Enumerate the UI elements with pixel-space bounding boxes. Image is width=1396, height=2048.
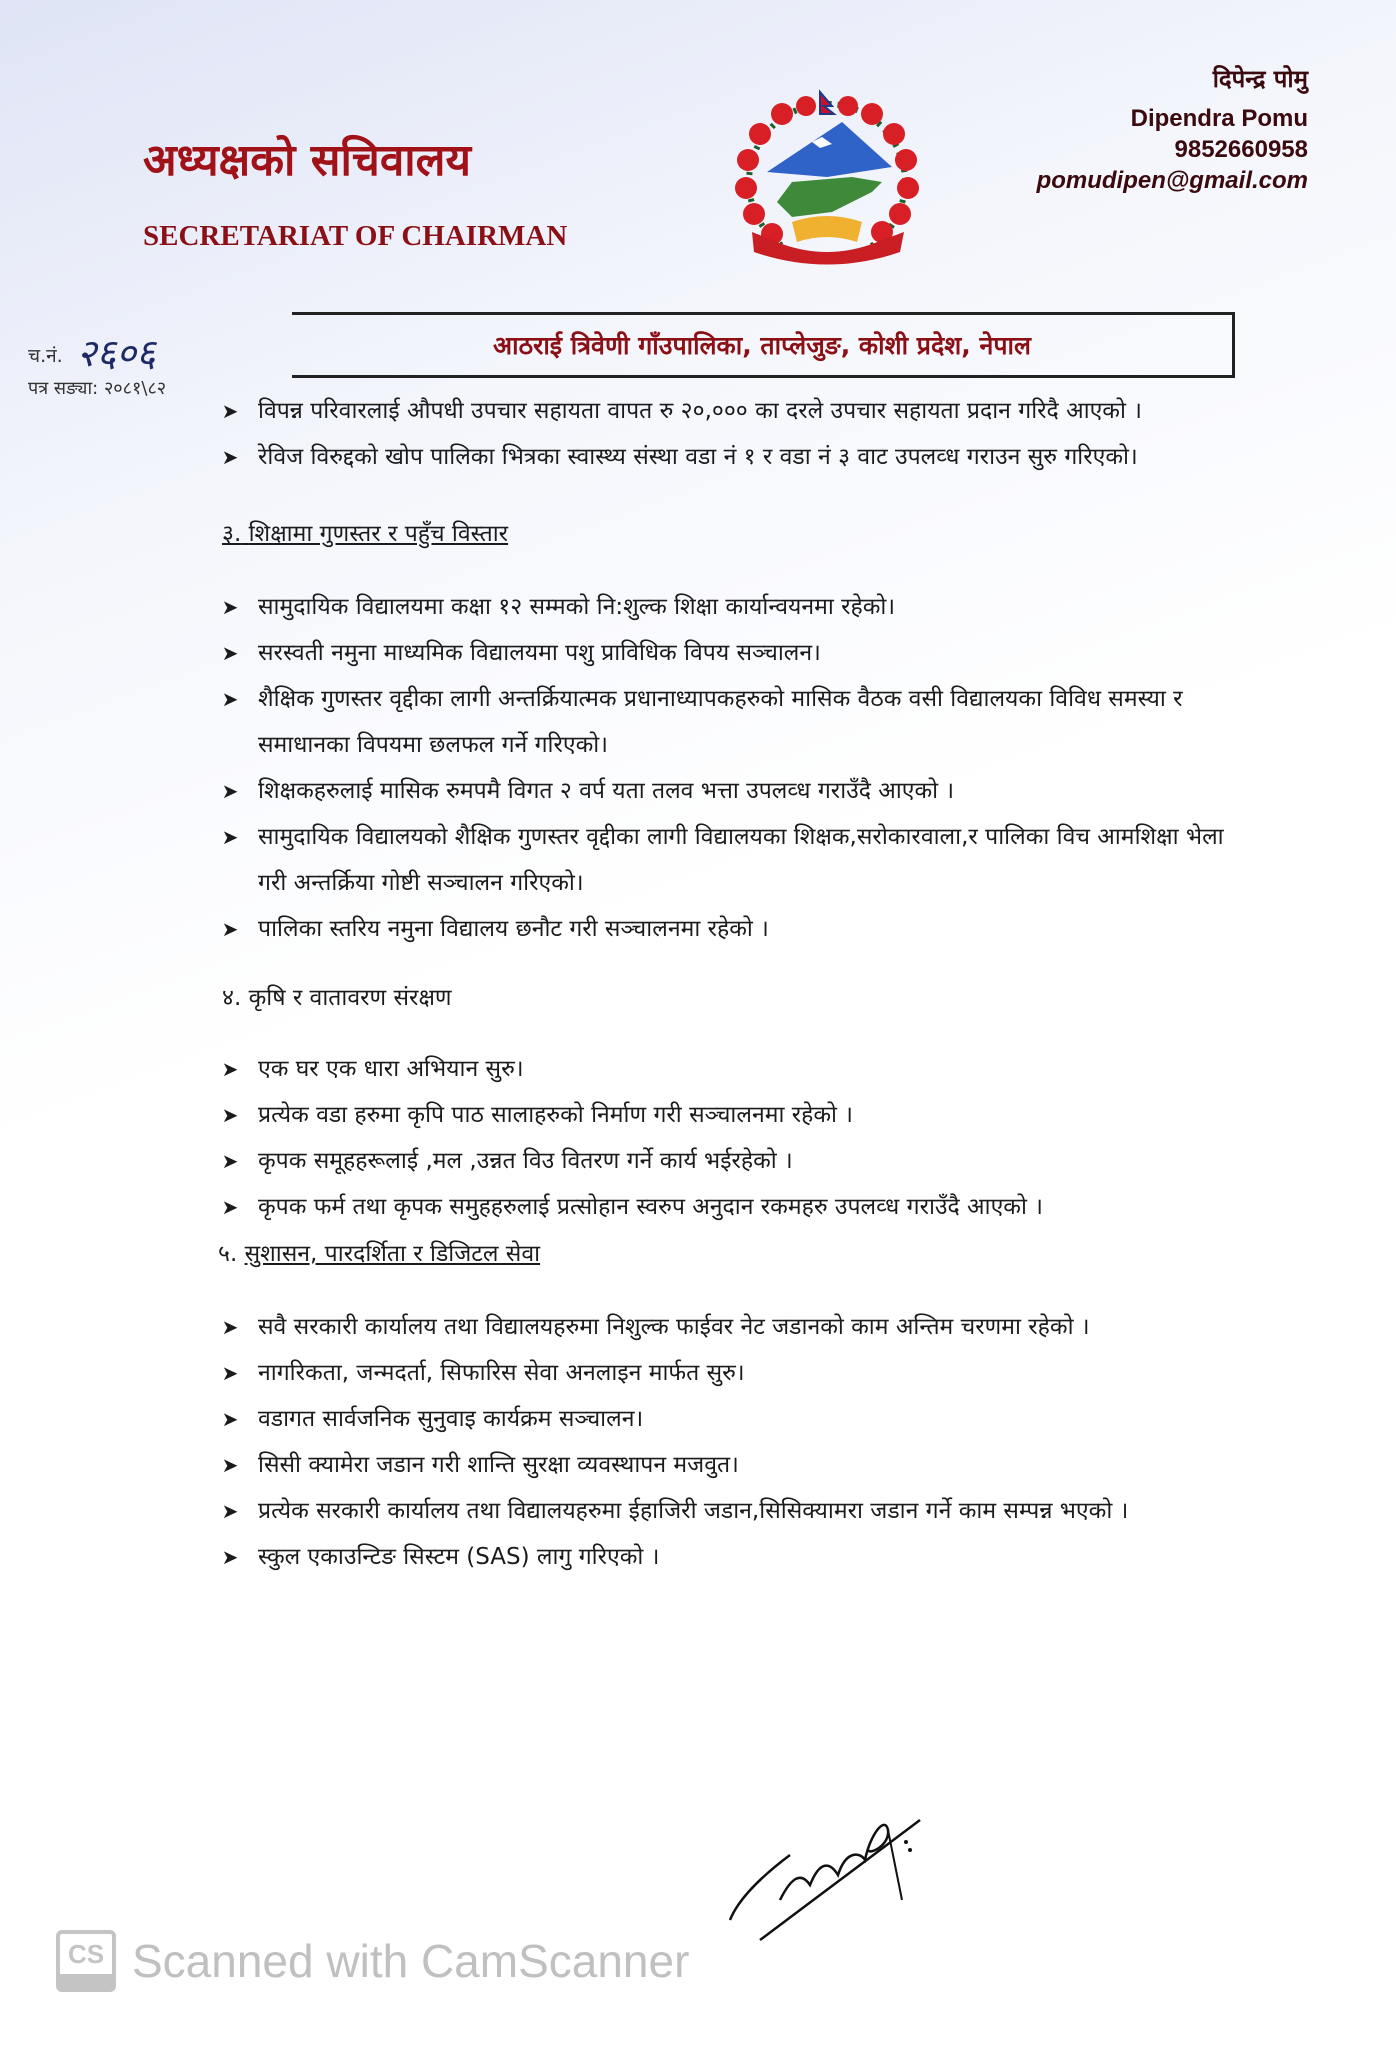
camscanner-text: Scanned with CamScanner [132, 1935, 690, 1987]
chairman-name-english: Dipendra Pomu [1130, 105, 1308, 132]
letter-number [28, 376, 166, 400]
letter-number-value: २०८१\८२ [103, 378, 167, 399]
arrowhead-bullet-icon: ➤ [221, 687, 239, 711]
list-item: ➤ शैक्षिक गुणस्तर वृद्दीका लागी अन्तर्क्रियात्मक प्रधानाध्यापकहरुको मासिक वैठक वसी विद्यालयका विविध समस्या र समाधानका विपयमा छलफल गर्ने गरिएको। [210, 676, 1250, 768]
section-list-agriculture [210, 1046, 1250, 1230]
list-item: ➤ प्रत्येक सरकारी कार्यालय तथा विद्यालयहरुमा ईहाजिरी जडान,सिसिक्यामरा जडान गर्ने काम सम्पन्न भएको । [210, 1488, 1250, 1534]
arrowhead-bullet-icon: ➤ [221, 1195, 239, 1219]
arrowhead-bullet-icon: ➤ [221, 1057, 239, 1081]
arrowhead-bullet-icon: ➤ [221, 399, 239, 423]
office-title-nepali: अध्यक्षको सचिवालय [143, 135, 472, 186]
arrowhead-bullet-icon: ➤ [221, 1361, 239, 1385]
arrowhead-bullet-icon: ➤ [221, 445, 239, 469]
list-item: ➤ सवै सरकारी कार्यालय तथा विद्यालयहरुमा निशुल्क फाईवर नेट जडानको काम अन्तिम चरणमा रहेको । [210, 1304, 1250, 1350]
arrowhead-bullet-icon: ➤ [221, 1103, 239, 1127]
chairman-contact [1037, 62, 1308, 196]
list-item: ➤ सिसी क्यामेरा जडान गरी शान्ति सुरक्षा व्यवस्थापन मजवुत। [210, 1442, 1250, 1488]
section-heading-education: ३. शिक्षामा गुणस्तर र पहुँच विस्तार [222, 521, 509, 547]
list-item: ➤ नागरिकता, जन्मदर्ता, सिफारिस सेवा अनलाइन मार्फत सुरु। [210, 1350, 1250, 1396]
dispatch-number-label: च.नं. [28, 345, 63, 367]
letter-number-label: पत्र सङ्या: [28, 378, 99, 399]
intro-list [210, 388, 1250, 480]
dispatch-number [28, 326, 156, 378]
chairman-phone: 9852660958 [1174, 136, 1308, 163]
arrowhead-bullet-icon: ➤ [221, 1499, 239, 1523]
list-item: ➤ कृपक फर्म तथा कृपक समुहहरुलाई प्रत्सोहान स्वरुप अनुदान रकमहरु उपलव्ध गराउँदै आएको । [210, 1184, 1250, 1230]
chairman-name-nepali: दिपेन्द्र पोमु [1212, 65, 1308, 93]
section-list-governance [210, 1304, 1250, 1580]
arrowhead-bullet-icon: ➤ [221, 779, 239, 803]
dispatch-number-value: २६०६ [76, 331, 156, 375]
arrowhead-bullet-icon: ➤ [221, 641, 239, 665]
section-heading-agriculture: ४. कृषि र वातावरण संरक्षण [222, 985, 452, 1011]
chairman-email: pomudipen@gmail.com [1036, 167, 1308, 194]
arrowhead-bullet-icon: ➤ [221, 1315, 239, 1339]
list-item: ➤ सरस्वती नमुना माध्यमिक विद्यालयमा पशु प्राविधिक विपय सञ्चालन। [210, 630, 1250, 676]
arrowhead-bullet-icon: ➤ [221, 825, 239, 849]
municipality-name: आठराई त्रिवेणी गाँउपालिका, ताप्लेजुङ, कोशी प्रदेश, नेपाल [493, 331, 1031, 360]
camscanner-logo-icon: CS [56, 1930, 116, 1992]
letter-body [210, 388, 1250, 1580]
office-title-english: SECRETARIAT OF CHAIRMAN [143, 220, 568, 252]
list-item: ➤ प्रत्येक वडा हरुमा कृपि पाठ सालाहरुको निर्माण गरी सञ्चालनमा रहेको । [210, 1092, 1250, 1138]
nepal-emblem-icon [722, 82, 932, 272]
list-item: ➤ वडागत सार्वजनिक सुनुवाइ कार्यक्रम सञ्चालन। [210, 1396, 1250, 1442]
arrowhead-bullet-icon: ➤ [221, 917, 239, 941]
list-item: ➤ विपन्न परिवारलाई औपधी उपचार सहायता वापत रु २०,००० का दरले उपचार सहायता प्रदान गरिदै आएको । [210, 388, 1250, 434]
camscanner-watermark [56, 1930, 689, 1992]
list-item: ➤ एक घर एक धारा अभियान सुरु। [210, 1046, 1250, 1092]
section-heading-governance: ५. सुशासन, पारदर्शिता र डिजिटल सेवा [218, 1241, 541, 1267]
list-item: ➤ सामुदायिक विद्यालयको शैक्षिक गुणस्तर वृद्दीका लागी विद्यालयका शिक्षक,सरोकारवाला,र पालिका विच आमशिक्षा भेला गरी अन्तर्क्रिया गोष्टी सञ्चालन गरिएको। [210, 814, 1250, 906]
list-item: ➤ शिक्षकहरुलाई मासिक रुमपमै विगत २ वर्प यता तलव भत्ता उपलव्ध गराउँदै आएको । [210, 768, 1250, 814]
section-list-education [210, 584, 1250, 952]
list-item: ➤ सामुदायिक विद्यालयमा कक्षा १२ सम्मको नि:शुल्क शिक्षा कार्यान्वयनमा रहेको। [210, 584, 1250, 630]
arrowhead-bullet-icon: ➤ [221, 1149, 239, 1173]
list-item: ➤ कृपक समूहहरूलाई ,मल ,उन्नत विउ वितरण गर्ने कार्य भईरहेको । [210, 1138, 1250, 1184]
arrowhead-bullet-icon: ➤ [221, 1407, 239, 1431]
list-item: ➤ रेविज विरुद्दको खोप पालिका भित्रका स्वास्थ्य संस्था वडा नं १ र वडा नं ३ वाट उपलव्ध गराउन सुरु गरिएको। [210, 434, 1250, 480]
arrowhead-bullet-icon: ➤ [221, 1453, 239, 1477]
list-item: ➤ पालिका स्तरिय नमुना विद्यालय छनौट गरी सञ्चालनमा रहेको । [210, 906, 1250, 952]
municipality-banner [292, 312, 1235, 378]
arrowhead-bullet-icon: ➤ [221, 1545, 239, 1569]
arrowhead-bullet-icon: ➤ [221, 595, 239, 619]
signature [720, 1790, 950, 1950]
list-item: ➤ स्कुल एकाउन्टिङ सिस्टम (SAS) लागु गरिएको । [210, 1534, 1250, 1580]
